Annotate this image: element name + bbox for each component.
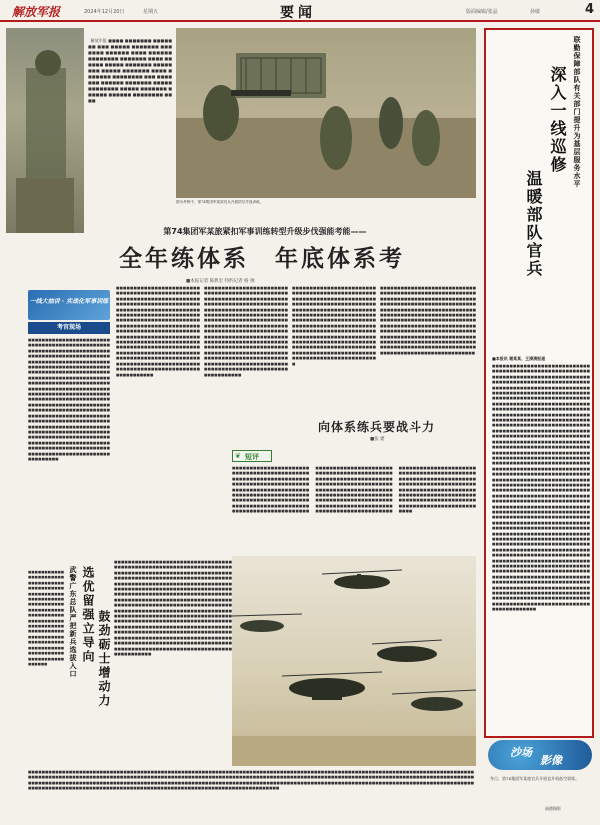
left-bottom-text: ■■■■■■■■■■■■■■■■■■■■■■■■■■■■■■■■■■■■■■■■■■■■■■■■■■■■■■■■■■■■■■■■■■■■■■■■■■■■■■■■■■■■■■■■■■■■■■■■■■■■■■■■■■■■■■■■■■■■■■■■■■■■■■■■■■■■■■■■■■■■■■■■■■■■■■■■■■■■■■■■■■■■■■■■■■■■■■■■■■■■■■■■■■■■■■■■■ [28,570,64,666]
sidebar-logo-text-2: 影像 [540,754,562,767]
commentary-body: ■■■■■■■■■■■■■■■■■■■■■■■■■■■■■■■■■■■■■■■■■■■■■■■■■■■■■■■■■■■■■■■■■■■■■■■■■■■■■■■■■■■■■■■■■■■■■■■■■■■■■■■■■■■■■■■■■■■■■■■■■■■■■■■■■■■■■■■■■■■■■■■■■■■■■■■■■■■■■■■■■■■■■■■■■■■■■■■■■■■■■■■■■■■■■■■■■■■■■■■■■■■■■■■■■■■■■■■■■■■■■■■■■■■■■■■■■■■■■■■■■■■■■■■■■■■■■■■■■■■■■■■■■■■■■■■■■■■■■■■■■■■■■■■■■■■■■■■■■■■■■■■■■■■■■■■■■■■■■■■■■■■■■■■■■■■■■■■■■■■■■■■■■■■■■■■■■■■■■■■■■■■■■■■■■■■■■■■■■■■■■■■■■■■■■■■■■■■■■■■■■■■■■■■■■■■■■■■■■■■■■■■■■■■■■■■■■■■■■■■■■■■■■■■■■■■■■■■■■■■■■■■■■■■■■■■■■■■■■■■■■■■■■■■■■■■■■■■■■■■■■■■■■■■■■■■■■■■■■■■■■■■■■■■■■■■■■■■■■■■■■■■■■■■■■■■■■■■■■■■■■■■■■■■■■■■■■■■■ [232,466,476,514]
sidebar-logo [488,740,592,770]
training-scene [176,28,476,198]
column-logo-subtitle: 考官现场 [28,322,110,334]
helicopter-photo [232,556,476,766]
main-body-col-4: ■■■■■■■■■■■■■■■■■■■■■■■■■■■■■■■■■■■■■■■■■■■■■■■■■■■■■■■■■■■■■■■■■■■■■■■■■■■■■■■■■■■■■■■■■■■■■■■■■■■■■■■■■■■■■■■■■■■■■■■■■■■■■■■■■■■■■■■■■■■■■■■■■■■■■■■■■■■■■■■■■■■■■■■■■■■■■■■■■■■■■■■■■■■■■■■■■■■■■■■■■■■■■■■■■■■■■■■■■■■■■■■■■■■■■■■■■■■■■■■■■■■■■■■■■■■■■■■■■■■■■■■■■■■■■■■■■■■■■■■■■■■■■■■■■■■■■■■■■■■■■■■■■■■■■■■■■■■■■■■■■■■■■■■■■■■■■■■■■ [292,286,376,366]
issue-weekday: 星期五 [143,9,159,15]
main-body-col-1: ■■■■■■■■■■■■■■■■■■■■■■■■■■■■■■■■■■■■■■■■■■■■■■■■■■■■■■■■■■■■■■■■■■■■■■■■■■■■■■■■■■■■■■■■■■■■■■■■■■■■■■■■■■■■■■■■■■■■■■■■■■■■■■■■■■■■■■■■■■■■■■■■■■■■■■■■■■■■■■■■■■■■■■■■■■■■■■■■■■■■■■■■■■■■■■■■■■■■■■■■■■■■■■■■■■■■■■■■■■■■■■■■■■■■■■■■■■■■■■■■■■■■■■■■■■■■■■■■■■■■■■■■■■■■■■■■■■■■■■■■■■■■■■■■■■■■■■■■■■■■■■■■■■■■■■■■■■■■■■■■■■■■■■■■■■■■■■■■■■■■■■■■■■■■■■■■■■■■■■■■■■■■■■■■■■■■■■■■■■■■■■■■■■■■■■■■■■■■■■■■■■■■■■■■■■■■■■■■■■■■■■■■■■■■■■■■■■■■■■■■■■■■■■■■■■■■■■■■■■■■■■■■■■■■■■■■■■■■■■■■■■■■■■■■■■■■■■■■■■■■■■■■■■■■■■■■■■■■■■■■■■■■■■■■■■■■■■■■■ [28,338,110,461]
right-article-body: ■■■■■■■■■■■■■■■■■■■■■■■■■■■■■■■■■■■■■■■■■■■■■■■■■■■■■■■■■■■■■■■■■■■■■■■■■■■■■■■■■■■■■■■■■■■■■■■■■■■■■■■■■■■■■■■■■■■■■■■■■■■■■■■■■■■■■■■■■■■■■■■■■■■■■■■■■■■■■■■■■■■■■■■■■■■■■■■■■■■■■■■■■■■■■■■■■■■■■■■■■■■■■■■■■■■■■■■■■■■■■■■■■■■■■■■■■■■■■■■■■■■■■■■■■■■■■■■■■■■■■■■■■■■■■■■■■■■■■■■■■■■■■■■■■■■■■■■■■■■■■■■■■■■■■■■■■■■■■■■■■■■■■■■■■■■■■■■■■■■■■■■■■■■■■■■■■■■■■■■■■■■■■■■■■■■■■■■■■■■■■■■■■■■■■■■■■■■■■■■■■■■■■■■■■■■■■■■■■■■■■■■■■■■■■■■■■■■■■■■■■■■■■■■■■■■■■■■■■■■■■■■■■■■■■■■■■■■■■■■■■■■■■■■■■■■■■■■■■■■■■■■■■■■■■■■■■■■■■■■■■■■■■■■■■■■■■■■■■■■■■■■■■■■■■■■■■■■■■■■■■■■■■■■■■■■■■■■■■■■■■■■■■■■■■■■■■■■■■■■■■■■■■■■■■■■■■■■■■■■■■■■■■■■■■■■■■■■■■■■■■■■■■■■■■■■■■■■■■■■■■■■■■■■■■■■■■■■■■■■■■■■■■■■■■■■■■■■■■■■■■■■■■■■■■■■■■■■■■■■■■■■■■■■■■■■■■■■■■■■■■■■■■■■■■■■■■■■■■■■■■■■■■■■■■■■■■■■■■■■■■■■■■■■■■■■■■■■■■■■■■■■■■■■■■■■■■■■■■■■■■■■■■■■■■■■■■■■■■■■■■■■■■■■■■■■■■■■■■■■■■■■■■■■■■■■■■■■■■■■■■■■■■■■■■■■■■■■■■■■■■■■■■■■■■■■■■■■■■■■■■■■■■■■■■■■■■■■■■■■■■■■■■■■■■■■■■■■■■■■■■■■■■■■■■■■■■■■■■■■■■■■■■■■■■■■■■■■■■■■■■■■■■■■■■■■■■■■■■■■■■■■■■■■■■■■■■■■■■■■■■■■■■■■■■■■■■■■■■■■■■■■■■■■■■■■■■■■■■■■■■■■■■■■■■■■■■■■■■■■■■■■■■■■■■■■■■■■■■■■■■■■■■■■■■■■■■■■■■■■■■■■■■■■■■■■■■■■■■■■■■■■■■■■■■■■■■■■■■■■■■■■■■■■■■■■■■■■■■■■■■■■■■■■■■■■■■■■■■■■■■■■■■■■■■■■■■■■■■■■■■■■■■■■■■■■■■■■■■■■■■■■■■■■■■■■■■ [492,364,590,612]
left-article-title-2: 鼓劲砺士增动力 [97,610,111,708]
sidebar-photo-credit: 福德摄影 [545,806,561,811]
sidebar-logo-text-1: 沙场 [510,746,532,759]
main-byline: ■本报记者 陈典宏 特约记者 杨 帅 [186,279,255,284]
main-body-col-2: ■■■■■■■■■■■■■■■■■■■■■■■■■■■■■■■■■■■■■■■■■■■■■■■■■■■■■■■■■■■■■■■■■■■■■■■■■■■■■■■■■■■■■■■■■■■■■■■■■■■■■■■■■■■■■■■■■■■■■■■■■■■■■■■■■■■■■■■■■■■■■■■■■■■■■■■■■■■■■■■■■■■■■■■■■■■■■■■■■■■■■■■■■■■■■■■■■■■■■■■■■■■■■■■■■■■■■■■■■■■■■■■■■■■■■■■■■■■■■■■■■■■■■■■■■■■■■■■■■■■■■■■■■■■■■■■■■■■■■■■■■■■■■■■■■■■■■■■■■■■■■■■■■■■■■■■■■■■■■■■■■■■■■■■■■■■■■■■■■■■■■■■■■■■■■■■■■■■■■■■■■■■■■■■■■■■■■■■■■■■■■■■■■■■■■■■■■■■ [116,286,200,377]
main-photo [176,28,476,198]
top-left-photo [6,28,84,233]
top-left-text: 解放军报 ■■■■ ■■■■■■■ ■■■■■■■ ■■■ ■■■■■ ■■■■■■■ ■■■■■■■ ■■■■■■ ■■■■ ■■■■■■ ■■■■■■■■ ■■■■■■■ ■■■■ ■■■■■■ ■■■■■ ■■■■■■■ ■■■■■■■■ ■■■■■ ■■■■■■■ ■■■■ ■■■■■■■ ■■■■■■■■ ■■■ ■■■■■■■ ■■■■■■ ■■■■■■■ ■■■■■ ■■■■■■■■ ■■■■■ ■■■■■■■ ■■■■■■ ■■■■■■ ■■■■■■■■ ■■■■ [88,38,172,103]
commentary-tag-label: 短评 [245,453,259,461]
right-article-byline: ■本报讯 谢某某、王清清报道 [492,356,546,361]
commentary-author: ■张 建 [370,437,385,442]
page-proofreader: 孙敏 [530,9,541,15]
main-body-col-3: ■■■■■■■■■■■■■■■■■■■■■■■■■■■■■■■■■■■■■■■■■■■■■■■■■■■■■■■■■■■■■■■■■■■■■■■■■■■■■■■■■■■■■■■■■■■■■■■■■■■■■■■■■■■■■■■■■■■■■■■■■■■■■■■■■■■■■■■■■■■■■■■■■■■■■■■■■■■■■■■■■■■■■■■■■■■■■■■■■■■■■■■■■■■■■■■■■■■■■■■■■■■■■■■■■■■■■■■■■■■■■■■■■■■■■■■■■■■■■■■■■■■■■■■■■■■■■■■■■■■■■■■■■■■■■■■■■■■■■■■■■■■■■■■■■■■■■■■■■■■■■■■■■■■■■■■■■■■■■■■■■■■■■■■■■■■■■■■■■■■■■■■■■■■■■■■■■■■■■■■■■■■■■■■■■■■■■■■■■■■■■■■■■■■■■■■■■■■ [204,286,288,377]
page-number: 4 [585,2,595,17]
right-article-box [484,28,594,738]
main-subtitle: 第74集团军某旅紧扣军事训练转型升级步伐强能考能—— [163,227,367,236]
page-header [0,0,600,22]
main-photo-caption: 图为考核中，第74集团军某旅官兵开展防空作战训练。 [176,200,264,204]
main-title: 全年练体系 年底体系考 [119,246,405,272]
right-article-kicker: 联勤保障部队有关部门提升为基层服务水平 [573,36,581,188]
right-article-title-1: 深入一线巡修 [548,66,567,174]
commentary-title: 向体系练兵要战斗力 [318,420,436,434]
masthead: 解放军报 [12,5,61,19]
sidebar-caption: 冬日，第74集团军某旅官兵开展直升机低空训练。 [490,776,580,781]
main-body-col-5: ■■■■■■■■■■■■■■■■■■■■■■■■■■■■■■■■■■■■■■■■■■■■■■■■■■■■■■■■■■■■■■■■■■■■■■■■■■■■■■■■■■■■■■■■■■■■■■■■■■■■■■■■■■■■■■■■■■■■■■■■■■■■■■■■■■■■■■■■■■■■■■■■■■■■■■■■■■■■■■■■■■■■■■■■■■■■■■■■■■■■■■■■■■■■■■■■■■■■■■■■■■■■■■■■■■■■■■■■■■■■■■■■■■■■■■■■■■■■■■■■■■■■■■■■■■■■■■■■■■■■■■■■■■■■■■■■■■■■■■■■■■■■■■■■■■■■■■■■■■■■■■■■■■■■■■■■■■■■■■■■■■■■■■■■■■■■■■■■■■■■■■■■■■■■■■■■■■■■■■■■■■■■ [380,286,476,355]
column-logo [28,290,110,320]
right-article-title-2: 温暖部队官兵 [524,170,543,278]
leaf-icon: ❦ [235,452,241,460]
soldier-photo [6,28,84,233]
issue-date: 2024年12月20日 [84,9,125,15]
left-article-title-1: 选优留强立导向 [81,566,95,664]
page-editor: 版面编辑/张晶 [466,9,498,15]
left-article-kicker: 武警广东总队严把新兵选拔入口 [69,566,77,678]
column-logo-title: 一线大抽讲 · 实战化军事训练 [29,298,109,305]
section-title: 要闻 [280,5,316,21]
left-article-body: ■■■■■■■■■■■■■■■■■■■■■■■■■■■■■■■■■■■■■■■■■■■■■■■■■■■■■■■■■■■■■■■■■■■■■■■■■■■■■■■■■■■■■■■■■■■■■■■■■■■■■■■■■■■■■■■■■■■■■■■■■■■■■■■■■■■■■■■■■■■■■■■■■■■■■■■■■■■■■■■■■■■■■■■■■■■■■■■■■■■■■■■■■■■■■■■■■■■■■■■■■■■■■■■■■■■■■■■■■■■■■■■■■■■■■■■■■■■■■■■■■■■■■■■■■■■■■■■■■■■■■■■■■■■■■■■■■■■■■■■■■■■■■■■■■■■■■■■■■■■■■■■■■■■■■■■■■■■■■■■■■■■■■■■■■■■■■■■■■■■■■■■■■■■■■■■■■■■■■■■■■■■■■■■■■■■■■■■■■■■■■■■■■■■■■■■■■■■■■■■■■■■■■■■■■■■■■■■■■■■■■■■■■■■■■■■■■■■■■■■■■■■■■■■■■■■■■■■■■■■■■■■■■■■■■■■■■■■■■■■■■■■■■■■■■■■■■■■■■■■■■■■■■■■■■■■■■■■■■■■■■■■■■■■■■■■■■■■■■■■■■■■■■■■■■■■■■■■■■■■■■■■■■■■■■■■■■■■■■■■■■■■■■■■■■ [114,560,232,656]
helicopters-scene [232,556,476,766]
commentary-tag [232,450,272,462]
bottom-strip-text: ■■■■■■■■■■■■■■■■■■■■■■■■■■■■■■■■■■■■■■■■■■■■■■■■■■■■■■■■■■■■■■■■■■■■■■■■■■■■■■■■■■■■■■■■■■■■■■■■■■■■■■■■■■■■■■■■■■■■■■■■■■■■■■■■■■■■■■■■■■■■■■■■■■■■■■■■■■■■■■■■■■■■■■■■■■■■■■■■■■■■■■■■■■■■■■■■■■■■■■■■■■■■■■■■■■■■■■■■■■■■■■■■■■■■■■■■■■■■■■■■■■■■■■■■■■■■■■■■■■■■■■■■■■■■■■■■■■■■■■■■■■■■■■■■■■■■■■■■■■■■■■■■■■■■■■■■■■■■■■■■■■■■■■■■■■■■■■■■■■■■■■■■■■■■■■■■■■■■■■■■■■■■■■■■■■■■■■■■■■■■■■■■■■■■■■■■■■■■■■■■■■■■■■■■■■■■■■■■■■■■■■■■■■■■■■■■■■■■■■■■■■■■■■■■■■■■■■■■■■■■■■■■■■■ [28,770,474,791]
